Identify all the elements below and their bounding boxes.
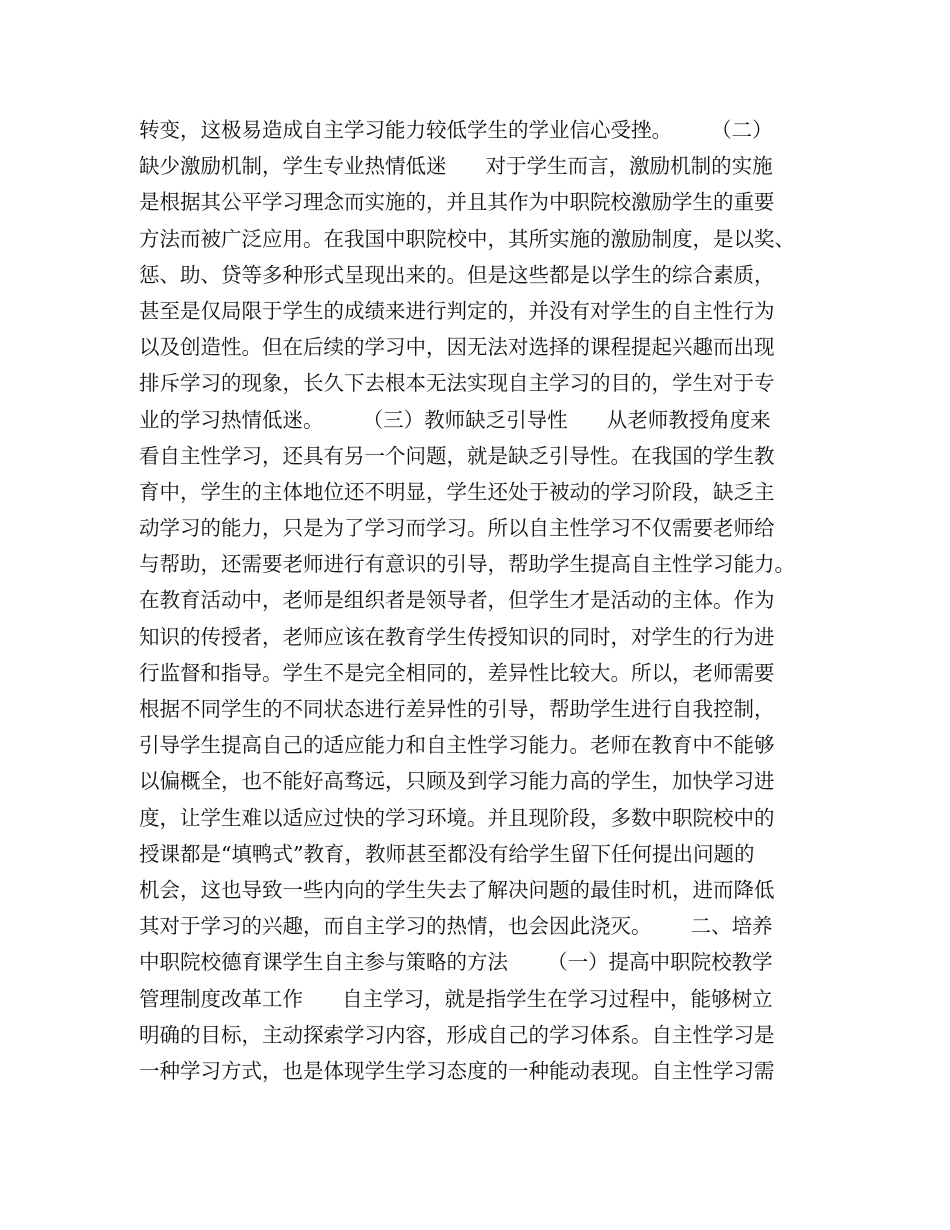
text-line: 中职院校德育课学生自主参与策略的方法 （一）提高中职院校教学	[139, 950, 773, 975]
text-line: 在教育活动中，老师是组织者是领导者，但学生才是活动的主体。作为	[139, 588, 775, 613]
text-line: 其对于学习的兴趣，而自主学习的热情，也会因此浇灭。 二、培养	[139, 914, 773, 939]
text-line: 业的学习热情低迷。 （三）教师缺乏引导性 从老师教授角度来	[139, 407, 771, 432]
text-line: 是根据其公平学习理念而实施的，并且其作为中职院校激励学生的重要	[139, 190, 775, 215]
text-line: 一种学习方式，也是体现学生学习态度的一种能动表现。自主性学习需	[139, 1058, 775, 1083]
text-line: 管理制度改革工作 自主学习，就是指学生在学习过程中，能够树立	[139, 986, 773, 1011]
text-line: 育中，学生的主体地位还不明显，学生还处于被动的学习阶段，缺乏主	[139, 479, 775, 504]
text-line: 度，让学生难以适应过快的学习环境。并且现阶段，多数中职院校中的	[139, 805, 775, 830]
text-line: 授课都是“填鸭式”教育，教师甚至都没有给学生留下任何提出问题的	[139, 841, 755, 866]
text-line: 转变，这极易造成自主学习能力较低学生的学业信心受挫。 （二）	[139, 118, 773, 142]
text-line: 以及创造性。但在后续的学习中，因无法对选择的课程提起兴趣而出现	[139, 335, 775, 360]
text-line: 引导学生提高自己的适应能力和自主性学习能力。老师在教育中不能够	[139, 733, 775, 758]
text-line: 缺少激励机制，学生专业热情低迷 对于学生而言，激励机制的实施	[139, 154, 773, 179]
text-line: 看自主性学习，还具有另一个问题，就是缺乏引导性。在我国的学生教	[139, 443, 775, 468]
text-line: 明确的目标，主动探索学习内容，形成自己的学习体系。自主性学习是	[139, 1022, 775, 1047]
text-line: 根据不同学生的不同状态进行差异性的引导，帮助学生进行自我控制，	[139, 697, 775, 721]
text-line: 与帮助，还需要老师进行有意识的引导，帮助学生提高自主性学习能力。	[139, 552, 795, 577]
text-line: 排斥学习的现象，长久下去根本无法实现自主学习的目的，学生对于专	[139, 371, 775, 396]
text-line: 惩、助、贷等多种形式呈现出来的。但是这些都是以学生的综合素质，	[139, 262, 775, 287]
text-line: 方法而被广泛应用。在我国中职院校中，其所实施的激励制度，是以奖、	[139, 226, 795, 251]
text-line: 行监督和指导。学生不是完全相同的，差异性比较大。所以，老师需要	[139, 660, 775, 685]
text-line: 动学习的能力，只是为了学习而学习。所以自主性学习不仅需要老师给	[139, 516, 775, 541]
body-text	[139, 112, 839, 1089]
text-line: 知识的传授者，老师应该在教育学生传授知识的同时，对学生的行为进	[139, 624, 775, 649]
text-line: 机会，这也导致一些内向的学生失去了解决问题的最佳时机，进而降低	[139, 877, 775, 902]
text-line: 甚至是仅局限于学生的成绩来进行判定的，并没有对学生的自主性行为	[139, 298, 775, 323]
text-line: 以偏概全，也不能好高骛远，只顾及到学习能力高的学生，加快学习进	[139, 769, 775, 794]
